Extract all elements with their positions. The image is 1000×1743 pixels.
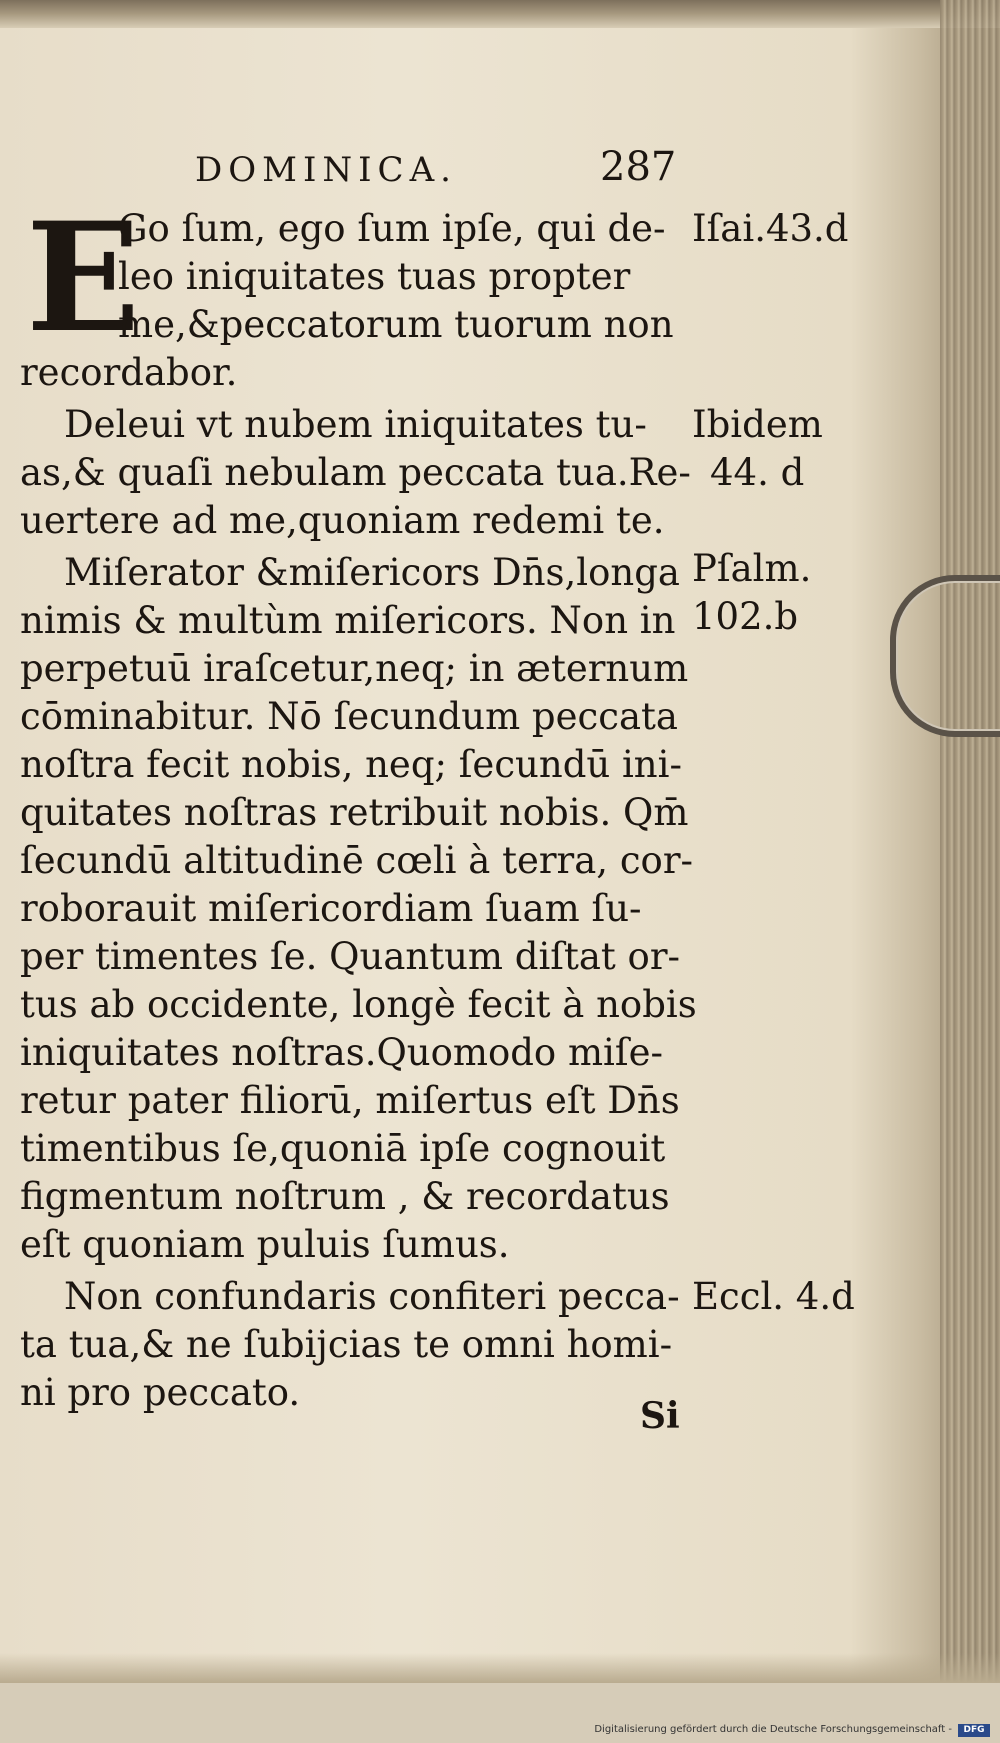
book-fore-edge [940, 0, 1000, 1743]
text-line: roborauit miſericordiam ſuam ſu- [20, 887, 642, 930]
text-line: per timentes ſe. Quantum diſtat or- [20, 935, 681, 978]
text-line: iniquitates noſtras.Quomodo miſe- [20, 1031, 663, 1074]
page-top-edge [0, 0, 1000, 28]
margin-reference: 44. d [710, 451, 805, 494]
text-line: leo iniquitates tuas propter [118, 255, 631, 298]
text-line: recordabor. [20, 351, 238, 394]
text-line: uertere ad me,quoniam redemi te. [20, 499, 665, 542]
text-line: Deleui vt nubem iniquitates tu- [64, 403, 647, 446]
page-header [115, 144, 715, 194]
text-line: me,&peccatorum tuorum non [118, 303, 674, 346]
margin-reference: 102.b [692, 595, 799, 638]
footer-bar [0, 1683, 1000, 1743]
text-line: noſtra fecit nobis, neq; ſecundū ini- [20, 743, 682, 786]
catchword: Si [640, 1395, 680, 1437]
margin-reference: Eccl. 4.d [692, 1275, 855, 1318]
drop-cap-initial: E [26, 190, 141, 366]
text-line: Go ſum, ego ſum ipſe, qui de- [118, 207, 666, 250]
margin-reference: Pſalm. [692, 547, 812, 590]
digitization-credit: Digitalisierung gefördert durch die Deutsche Forschungsgemeinschaft - [594, 1724, 952, 1735]
page-bottom-edge [0, 1653, 1000, 1683]
text-line: Non confundaris confiteri pecca- [64, 1275, 680, 1318]
text-line: timentibus ſe,quoniā ipſe cognouit [20, 1127, 666, 1170]
text-line: cōminabitur. Nō ſecundum peccata [20, 695, 678, 738]
text-line: quitates noſtras retribuit nobis. Qm̄ [20, 791, 689, 834]
text-line: ſecundū altitudinē cœli à terra, cor- [20, 839, 694, 882]
text-line: as,& quaſi nebulam peccata tua.Re- [20, 451, 691, 494]
text-line: Miſerator &miſericors Dn̄s,longa [64, 551, 680, 594]
margin-reference: Ibidem [692, 403, 823, 446]
text-line: perpetuū iraſcetur,neq; in æternum [20, 647, 689, 690]
text-line: retur pater filiorū, miſertus eſt Dn̄s [20, 1079, 680, 1122]
running-title: DOMINICA. [195, 150, 457, 190]
text-line: figmentum noſtrum , & recordatus [20, 1175, 670, 1218]
text-line: tus ab occidente, longè fecit à nobis [20, 983, 697, 1026]
dfg-logo: DFG [958, 1724, 990, 1737]
book-clasp [890, 575, 1000, 737]
text-line: eſt quoniam puluis ſumus. [20, 1223, 510, 1266]
text-line: ta tua,& ne ſubijcias te omni homi- [20, 1323, 673, 1366]
margin-reference: Iſai.43.d [692, 207, 849, 250]
text-line: nimis & multùm miſericors. Non in [20, 599, 676, 642]
page-number: 287 [600, 144, 677, 190]
text-line: ni pro peccato. [20, 1371, 301, 1414]
